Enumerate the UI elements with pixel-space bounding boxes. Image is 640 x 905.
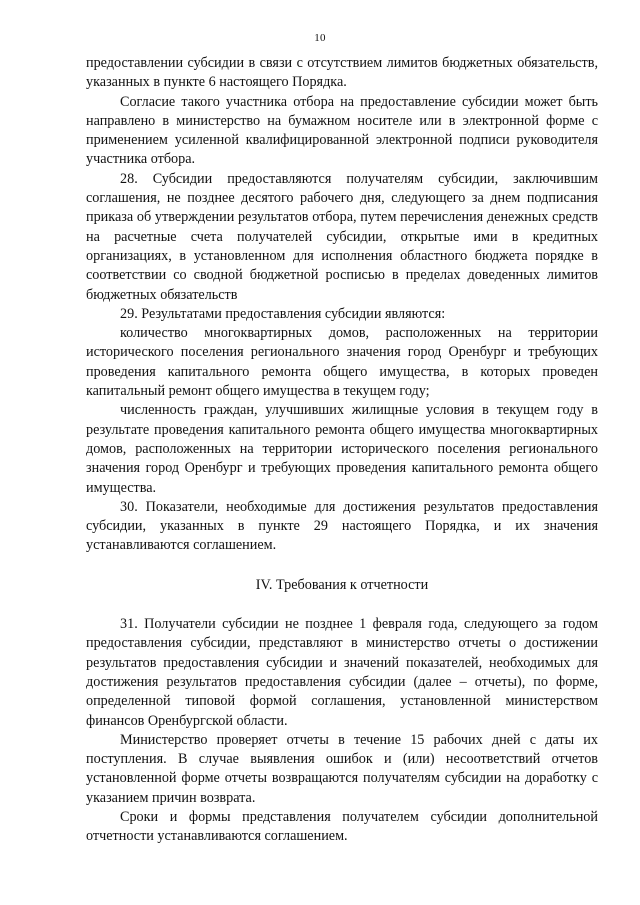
paragraph-ministry-check: Министерство проверяет отчеты в течение 15 рабочих дней с даты их поступления. В случае выявления ошибок и (или) несоответствий отчетов установленной форме отчеты возвращаются получателям субсидии на доработку с указанием причин возврата.: [86, 731, 598, 806]
paragraph-28: 28. Субсидии предоставляются получателям субсидии, заключившим соглашения, не позднее десятого рабочего дня, следующего за днем подписания приказа об утверждении результатов отбора, путем перечисления денежных средств на расчетные счета получателей субсидии, открытые ими в кредитных организациях, в установленном для исполнения областного бюджета порядке в соответствии со сводной бюджетной росписью в пределах доведенных лимитов бюджетных обязательств: [86, 170, 598, 303]
paragraph-29-item-2: численность граждан, улучшивших жилищные условия в текущем году в результате проведения капитального ремонта общего имущества многоквартирных домов, расположенных на территории исторического поселения регионального значения город Оренбург и требующих проведения капитального ремонта общего имущества.: [86, 402, 598, 496]
document-body: [86, 54, 598, 847]
paragraph-continuation: предоставлении субсидии в связи с отсутствием лимитов бюджетных обязательств, указанных в пункте 6 настоящего Порядка.: [86, 55, 598, 91]
paragraph-31: 31. Получатели субсидии не позднее 1 февраля года, следующего за годом предоставления субсидии, представляют в министерство отчеты о достижении результатов предоставления субсидии и значений показателей, необходимых для достижения результатов предоставления субсидии (далее – отчеты), по форме, определенной типовой формой соглашения, установленной министерством финансов Оренбургской области.: [86, 616, 598, 729]
paragraph-29-item-1: количество многоквартирных домов, расположенных на территории исторического поселения регионального значения город Оренбург и требующих проведения капитального ремонта общего имущества, в которых проведен капитальный ремонт общего имущества в текущем году;: [86, 325, 598, 400]
section-title: IV. Требования к отчетности: [255, 576, 429, 593]
page-number: 10: [314, 32, 326, 44]
paragraph-additional-reporting: Сроки и формы представления получателем субсидии дополнительной отчетности устанавливаются соглашением.: [86, 808, 598, 845]
paragraph-30: 30. Показатели, необходимые для достижения результатов предоставления субсидии, указанных в пункте 29 настоящего Порядка, и их значения устанавливаются соглашением.: [86, 498, 598, 554]
paragraph-consent: Согласие такого участника отбора на предоставление субсидии может быть направлено в министерство на бумажном носителе или в электронной форме с применением усиленной квалифицированной электронной подписи руководителя участника отбора.: [86, 93, 598, 168]
paragraph-29: 29. Результатами предоставления субсидии являются:: [120, 305, 446, 322]
